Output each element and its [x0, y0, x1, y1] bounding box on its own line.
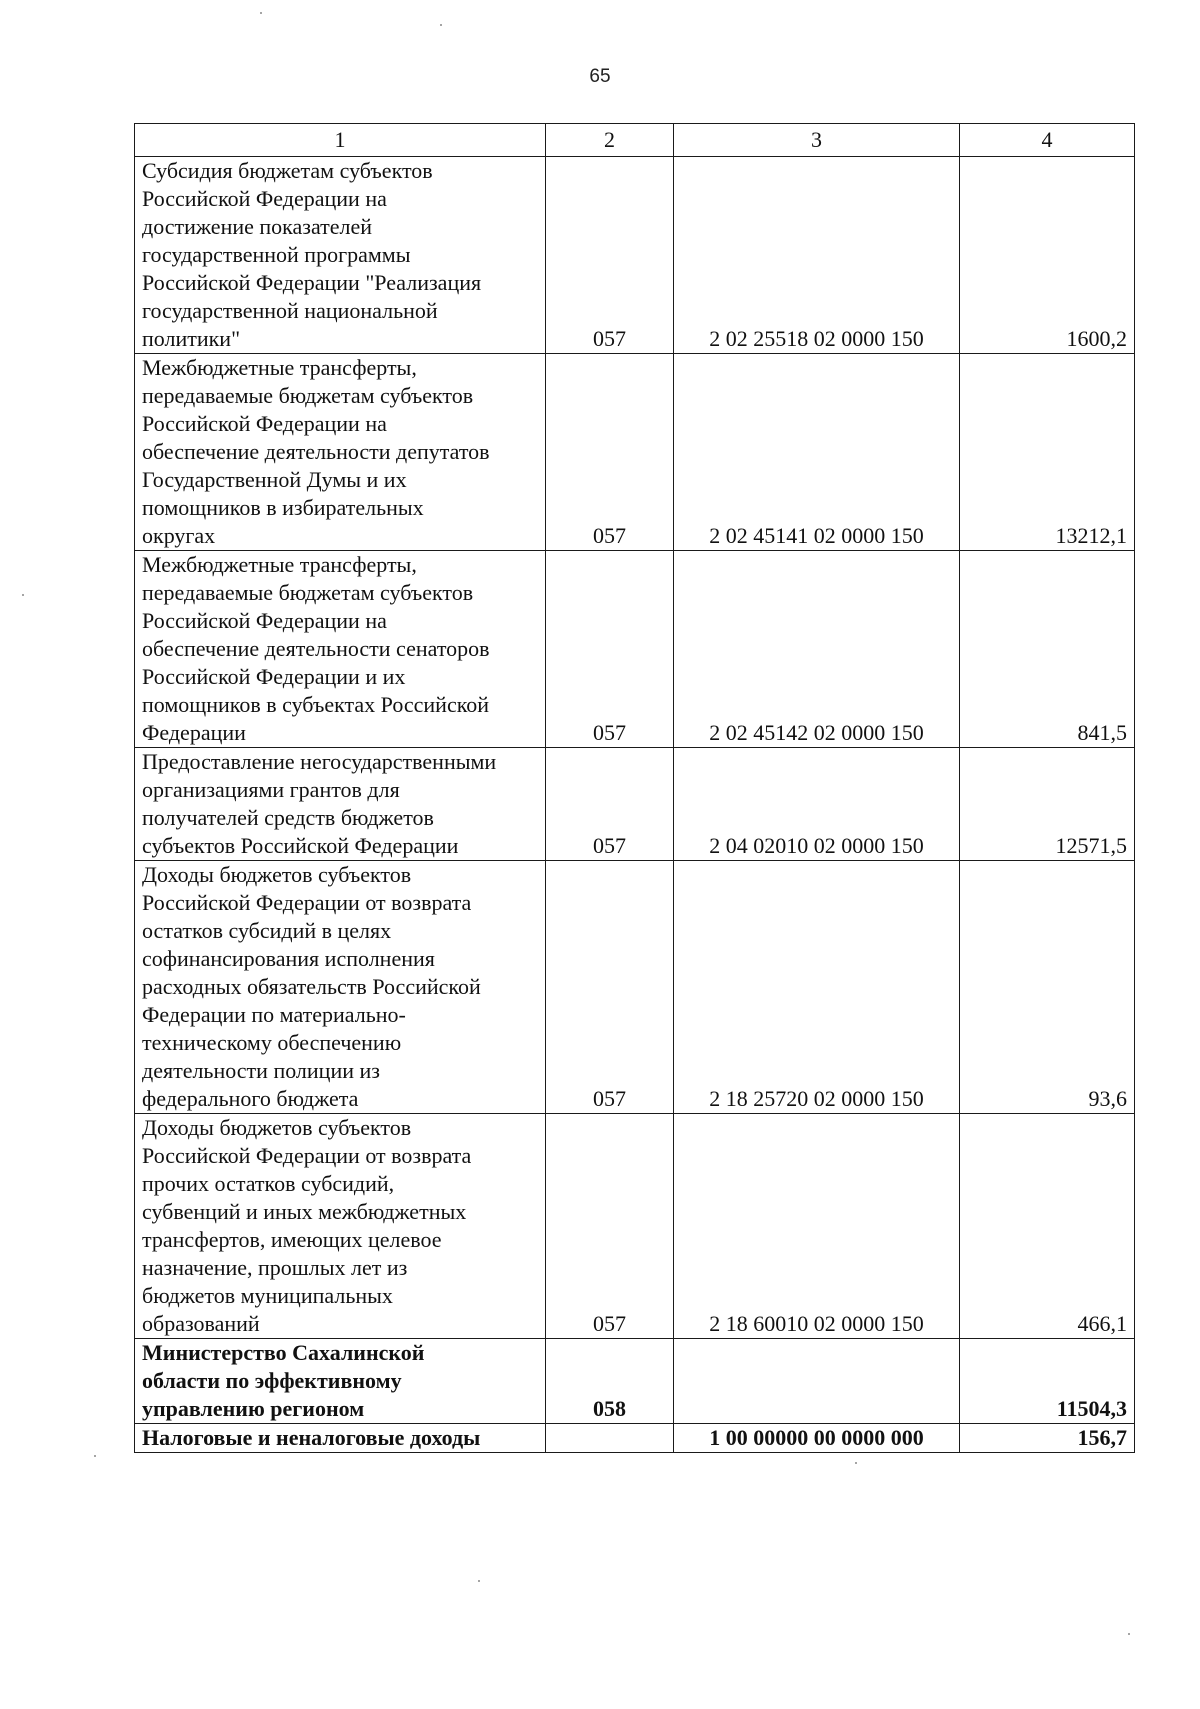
table-row: [135, 748, 1135, 861]
scan-speck: [260, 12, 262, 14]
table-header-row: [135, 124, 1135, 157]
row-revenue-code: 2 18 60010 02 0000 150: [674, 1114, 960, 1339]
ministry-amount: 11504,3: [960, 1339, 1135, 1424]
scan-speck: [440, 24, 442, 26]
table-row: [135, 861, 1135, 1114]
table-row: [135, 157, 1135, 354]
row-amount: 12571,5: [960, 748, 1135, 861]
ministry-name: Министерство Сахалинской области по эффективному управлению регионом: [135, 1339, 546, 1424]
row-admin-code: 057: [546, 1114, 674, 1339]
tax-revenue-amount: 156,7: [960, 1424, 1135, 1453]
row-amount: 466,1: [960, 1114, 1135, 1339]
row-revenue-code: 2 02 45141 02 0000 150: [674, 354, 960, 551]
tax-revenue-row: [135, 1424, 1135, 1453]
tax-revenue-description: Налоговые и неналоговые доходы: [135, 1424, 546, 1453]
ministry-revenue-code: [674, 1339, 960, 1424]
tax-revenue-code: 1 00 00000 00 0000 000: [674, 1424, 960, 1453]
tax-revenue-admin-code: [546, 1424, 674, 1453]
row-amount: 1600,2: [960, 157, 1135, 354]
row-revenue-code: 2 02 25518 02 0000 150: [674, 157, 960, 354]
scan-speck: [1128, 1633, 1130, 1635]
row-revenue-code: 2 04 02010 02 0000 150: [674, 748, 960, 861]
scan-speck: [94, 1455, 96, 1457]
row-admin-code: 057: [546, 861, 674, 1114]
row-description: Доходы бюджетов субъектов Российской Федерации от возврата остатков субсидий в целях софинансирования исполнения расходных обязательств Российской Федерации по материально- техническому обеспечению деятельности полиции из федерального бюджета: [135, 861, 546, 1114]
row-admin-code: 057: [546, 157, 674, 354]
table-row: [135, 551, 1135, 748]
column-header-3: 3: [674, 124, 960, 157]
scan-speck: [855, 1462, 857, 1464]
ministry-admin-code: 058: [546, 1339, 674, 1424]
row-amount: 13212,1: [960, 354, 1135, 551]
page-number: 65: [589, 66, 611, 87]
ministry-row: [135, 1339, 1135, 1424]
row-amount: 841,5: [960, 551, 1135, 748]
table-row: [135, 354, 1135, 551]
scan-speck: [478, 1580, 480, 1582]
column-header-4: 4: [960, 124, 1135, 157]
scan-speck: [22, 594, 24, 596]
row-description: Субсидия бюджетам субъектов Российской Федерации на достижение показателей государственной программы Российской Федерации "Реализация государственной национальной политики": [135, 157, 546, 354]
row-amount: 93,6: [960, 861, 1135, 1114]
row-description: Доходы бюджетов субъектов Российской Федерации от возврата прочих остатков субсидий, субвенций и иных межбюджетных трансфертов, имеющих целевое назначение, прошлых лет из бюджетов муниципальных образований: [135, 1114, 546, 1339]
row-description: Предоставление негосударственными организациями грантов для получателей средств бюджетов субъектов Российской Федерации: [135, 748, 546, 861]
column-header-1: 1: [135, 124, 546, 157]
row-description: Межбюджетные трансферты, передаваемые бюджетам субъектов Российской Федерации на обеспечение деятельности депутатов Государственной Думы и их помощников в избирательных округах: [135, 354, 546, 551]
row-revenue-code: 2 02 45142 02 0000 150: [674, 551, 960, 748]
row-revenue-code: 2 18 25720 02 0000 150: [674, 861, 960, 1114]
row-admin-code: 057: [546, 748, 674, 861]
column-header-2: 2: [546, 124, 674, 157]
budget-revenue-table: [134, 123, 1135, 1453]
table-row: [135, 1114, 1135, 1339]
row-admin-code: 057: [546, 551, 674, 748]
row-description: Межбюджетные трансферты, передаваемые бюджетам субъектов Российской Федерации на обеспечение деятельности сенаторов Российской Федерации и их помощников в субъектах Российской Федерации: [135, 551, 546, 748]
row-admin-code: 057: [546, 354, 674, 551]
